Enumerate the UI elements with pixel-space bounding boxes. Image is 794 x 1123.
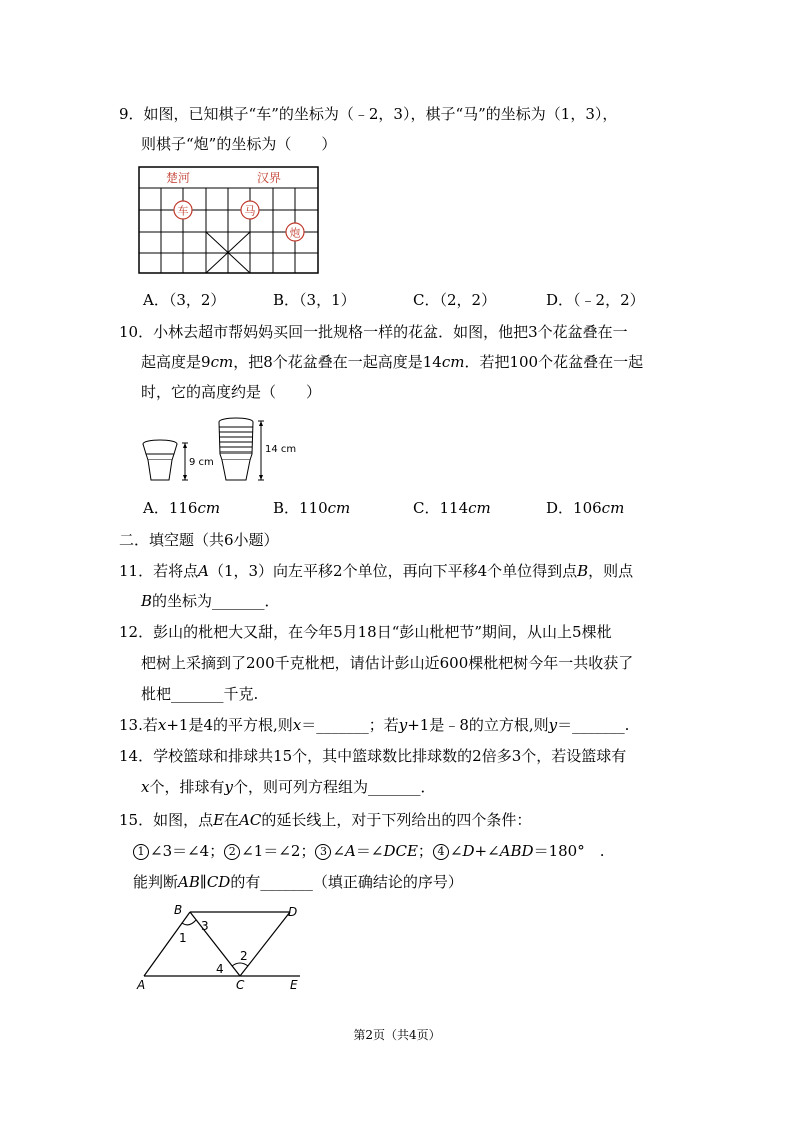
label-B: B (174, 903, 183, 917)
q14-line1: 14．学校篮球和排球共15个，其中篮球数比排球数的2倍多3个，若设篮球有 (119, 747, 627, 765)
label-D: D (288, 905, 298, 919)
svg-text:马: 马 (244, 204, 256, 218)
q10-line2: 起高度是9cm，把8个花盆叠在一起高度是14cm．若把100个花盆叠在一起 (141, 353, 644, 371)
q15-conditions: 1 ∠3＝∠4； 2 ∠1＝∠2； 3 ∠A＝∠DCE； 4 ∠D+∠ABD＝180° . (133, 841, 604, 861)
tall-stack-label: 14 cm (265, 444, 297, 455)
angle-label-2: 2 (240, 949, 248, 963)
q11-line1: 11．若将点A（1，3）向左平移2个单位，再向下平移4个单位得到点B，则点 (119, 562, 634, 580)
svg-text:车: 车 (177, 204, 189, 218)
q9-option-a: A．（3，2） (143, 291, 226, 309)
small-stack-label: 9 cm (189, 457, 214, 468)
q9-option-d: D．（﹣2，2） (546, 291, 645, 309)
q10-option-b: B．110cm (273, 499, 351, 517)
q15-line3: 能判断AB∥CD的有_______（填正确结论的序号） (133, 873, 463, 891)
q9-option-c: C．（2，2） (413, 291, 497, 309)
q11-line2: B的坐标为_______． (141, 592, 280, 610)
chess-board-figure (138, 166, 320, 276)
q12-line3: 枇杷_______千克. (141, 685, 259, 703)
q10-line1: 10．小林去超市帮妈妈买回一批规格一样的花盆．如图，他把3个花盆叠在一 (119, 323, 628, 341)
q9-line1: 9．如图，已知棋子“车”的坐标为（﹣2，3），棋子“马”的坐标为（1，3）， (119, 105, 618, 123)
q12-line1: 12．彭山的枇杷大又甜，在今年5月18日“彭山枇杷节”期间，从山上5棵枇 (119, 623, 612, 641)
chess-piece-ma (241, 201, 259, 219)
river-left-label: 楚河 (166, 171, 191, 185)
q10-line3: 时，它的高度约是（ ） (141, 383, 322, 401)
label-C: C (236, 978, 245, 992)
q12-line2: 杷树上采摘到了200千克枇杷，请估计彭山近600棵枇杷树今年一共收获了 (141, 654, 634, 672)
chess-piece-pao (286, 223, 304, 241)
parallelogram-figure (132, 902, 307, 994)
chess-piece-che (174, 201, 192, 219)
q15-line1: 15．如图，点E在AC的延长线上，对于下列给出的四个条件： (119, 811, 532, 829)
label-E: E (290, 978, 298, 992)
q13-line: 13.若x+1是4的平方根,则x＝_______；若y+1是﹣8的立方根,则y＝_______. (119, 716, 630, 734)
angle-label-4: 4 (216, 962, 224, 976)
svg-text:炮: 炮 (289, 226, 301, 240)
q14-line2: x个，排球有y个，则可列方程组为_______． (141, 778, 436, 796)
label-A: A (137, 978, 146, 992)
river-right-label: 汉界 (257, 171, 282, 185)
q9-line2: 则棋子“炮”的坐标为（ ） (141, 135, 337, 153)
q9-option-b: B．（3，1） (273, 291, 356, 309)
q10-option-c: C．114cm (413, 499, 491, 517)
section-heading: 二．填空题（共6小题） (119, 531, 279, 549)
q10-option-d: D．106cm (546, 499, 625, 517)
q10-option-a: A．116cm (143, 499, 221, 517)
angle-label-3: 3 (201, 919, 209, 933)
flowerpot-figure (138, 414, 308, 494)
page-footer: 第2页（共4页） (353, 1028, 441, 1042)
angle-label-1: 1 (179, 931, 187, 945)
